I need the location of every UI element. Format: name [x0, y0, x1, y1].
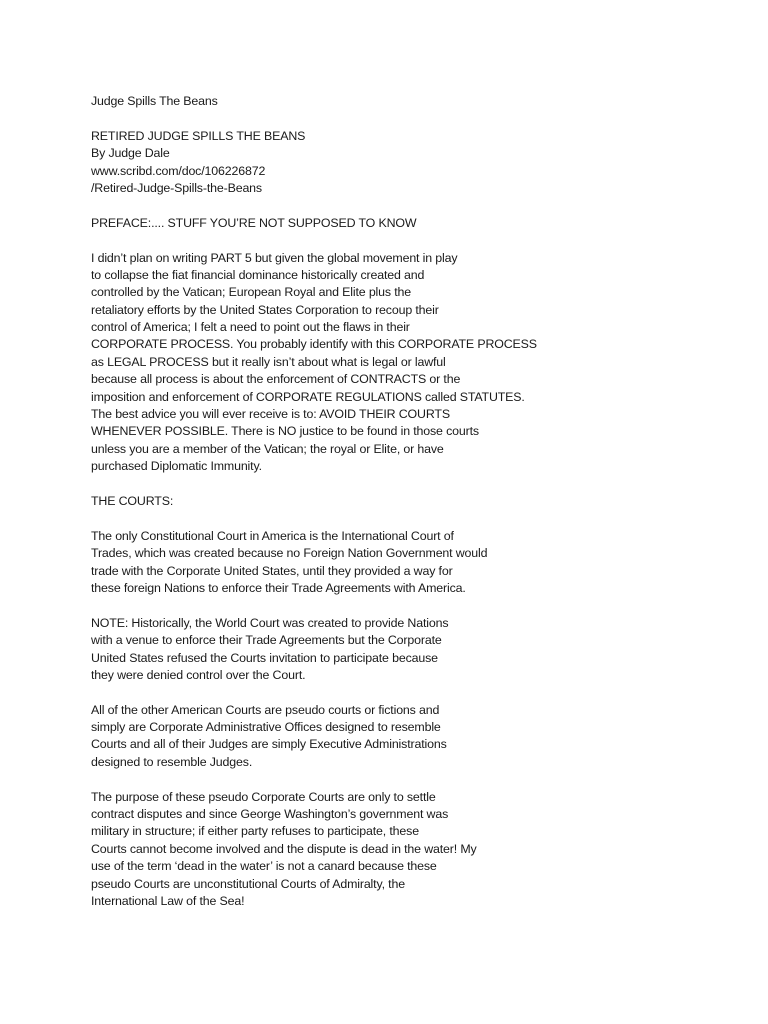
paragraph-line: All of the other American Courts are pseudo courts or fictions and — [91, 702, 440, 717]
author-line: By Judge Dale — [91, 146, 170, 161]
paragraph — [91, 250, 731, 476]
paragraph-line: contract disputes and since George Washington’s government was — [91, 807, 449, 822]
paragraph-line: retaliatory efforts by the United States Corporation to recoup their — [91, 302, 439, 317]
paragraph — [91, 528, 731, 598]
spacer — [91, 110, 731, 127]
paragraph-line: with a venue to enforce their Trade Agreements but the Corporate — [91, 633, 442, 648]
paragraph-line: United States refused the Courts invitation to participate because — [91, 650, 438, 665]
paragraph-line: International Law of the Sea! — [91, 893, 245, 908]
paragraph-line: Trades, which was created because no Foreign Nation Government would — [91, 546, 488, 561]
paragraph-line: trade with the Corporate United States, until they provided a way for — [91, 563, 453, 578]
paragraph-line: these foreign Nations to enforce their Trade Agreements with America. — [91, 580, 466, 595]
note-paragraph — [91, 615, 731, 685]
spacer — [91, 510, 731, 527]
paragraph-line: purchased Diplomatic Immunity. — [91, 459, 262, 474]
document-body — [91, 93, 731, 910]
spacer — [91, 476, 731, 493]
paragraph-line: because all process is about the enforcement of CONTRACTS or the — [91, 372, 461, 387]
paragraph-line: designed to resemble Judges. — [91, 754, 253, 769]
paragraph-line: military in structure; if either party refuses to participate, these — [91, 824, 419, 839]
paragraph-line: simply are Corporate Administrative Offices designed to resemble — [91, 720, 441, 735]
paragraph-line: WHENEVER POSSIBLE. There is NO justice to be found in those courts — [91, 424, 479, 439]
paragraph-line: use of the term ‘dead in the water’ is not a canard because these — [91, 859, 437, 874]
paragraph-line: unless you are a member of the Vatican; the royal or Elite, or have — [91, 441, 444, 456]
paragraph-line: The purpose of these pseudo Corporate Courts are only to settle — [91, 789, 436, 804]
paragraph-line: to collapse the fiat financial dominance historically created and — [91, 267, 425, 282]
spacer — [91, 684, 731, 701]
paragraph — [91, 789, 731, 911]
paragraph-line: control of America; I felt a need to point out the flaws in their — [91, 320, 410, 335]
paragraph-line: NOTE: Historically, the World Court was created to provide Nations — [91, 615, 449, 630]
paragraph-line: controlled by the Vatican; European Royal and Elite plus the — [91, 285, 412, 300]
spacer — [91, 232, 731, 249]
heading-block — [91, 128, 731, 198]
source-url-line: www.scribd.com/doc/106226872 — [91, 163, 266, 178]
section-heading: THE COURTS: — [91, 493, 174, 508]
paragraph-line: pseudo Courts are unconstitutional Courts of Admiralty, the — [91, 876, 405, 891]
paragraph-line: imposition and enforcement of CORPORATE REGULATIONS called STATUTES. — [91, 389, 525, 404]
preface-heading: PREFACE:.... STUFF YOU’RE NOT SUPPOSED TO KNOW — [91, 215, 417, 230]
paragraph-line: The only Constitutional Court in America is the International Court of — [91, 528, 454, 543]
paragraph — [91, 702, 731, 772]
paragraph-line: The best advice you will ever receive is to: AVOID THEIR COURTS — [91, 407, 450, 422]
document-title: Judge Spills The Beans — [91, 94, 218, 108]
paragraph-line: Courts and all of their Judges are simply Executive Administrations — [91, 737, 447, 752]
paragraph-line: CORPORATE PROCESS. You probably identify with this CORPORATE PROCESS — [91, 337, 537, 352]
paragraph-line: they were denied control over the Court. — [91, 667, 306, 682]
paragraph-line: I didn’t plan on writing PART 5 but given the global movement in play — [91, 250, 458, 265]
paragraph-line: as LEGAL PROCESS but it really isn’t about what is legal or lawful — [91, 354, 446, 369]
spacer — [91, 197, 731, 214]
spacer — [91, 771, 731, 788]
heading-line: RETIRED JUDGE SPILLS THE BEANS — [91, 128, 306, 143]
spacer — [91, 597, 731, 614]
source-url-path-line: /Retired-Judge-Spills-the-Beans — [91, 180, 262, 195]
paragraph-line: Courts cannot become involved and the dispute is dead in the water! My — [91, 841, 477, 856]
